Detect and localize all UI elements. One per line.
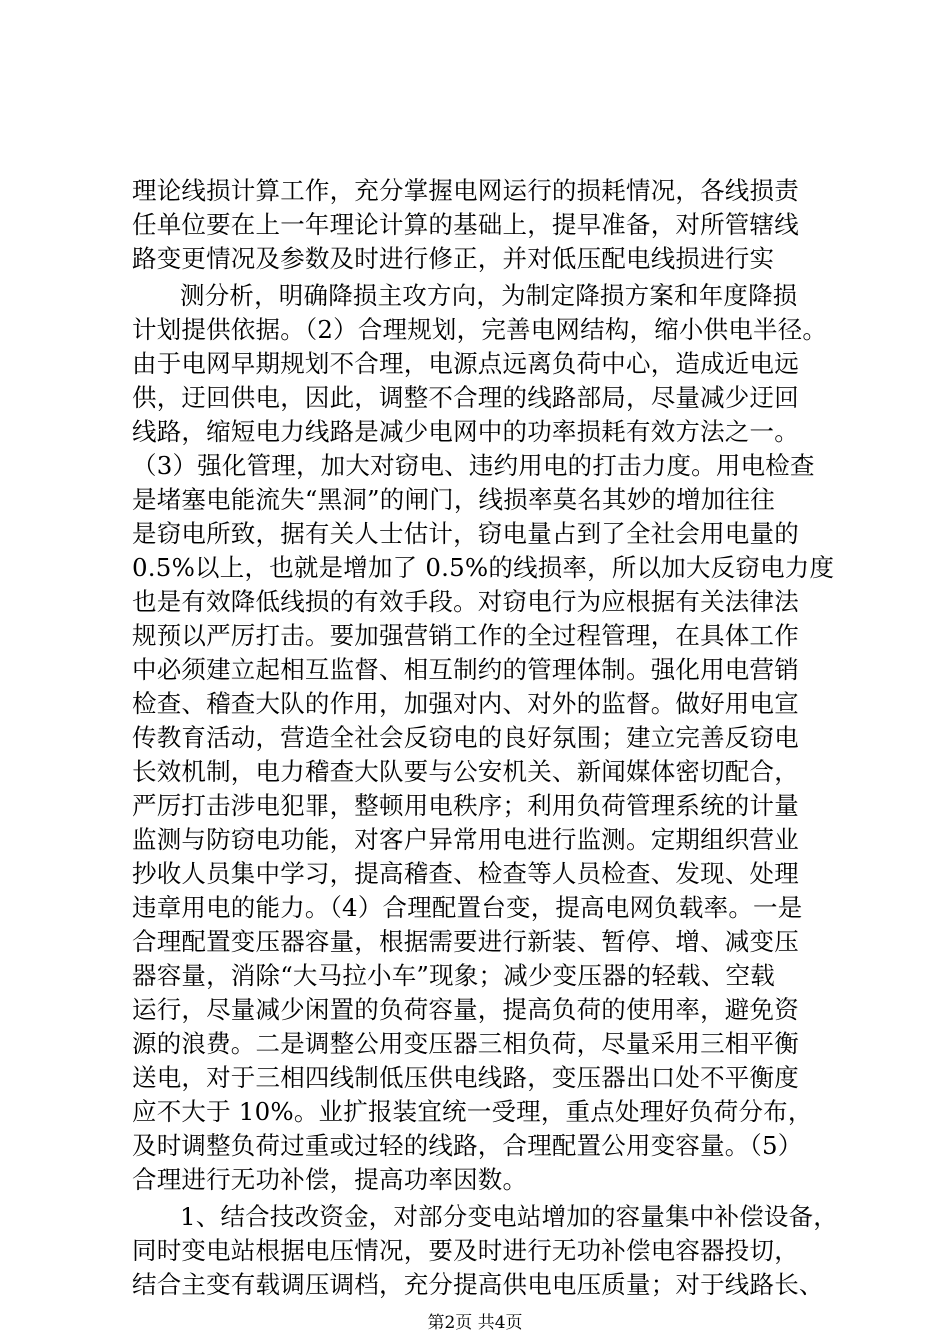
text-line: 合理进行无功补偿，提高功率因数。 xyxy=(132,1165,528,1194)
text-line: 1、结合技改资金，对部分变电站增加的容量集中补偿设备， xyxy=(180,1202,838,1231)
text-line: 检查、稽查大队的作用，加强对内、对外的监督。做好用电宣 xyxy=(132,689,799,718)
text-line: 结合主变有载调压调档，充分提高供电电压质量；对于线路长、 xyxy=(132,1270,824,1299)
text-line: 送电，对于三相四线制低压供电线路，变压器出口处不平衡度 xyxy=(132,1063,799,1092)
text-line: （3）强化管理，加大对窃电、违约用电的打击力度。用电检查 xyxy=(132,451,815,480)
text-line: 及时调整负荷过重或过轻的线路，合理配置公用变容量。（5） xyxy=(132,1131,803,1160)
text-line: 中必须建立起相互监督、相互制约的管理体制。强化用电营销 xyxy=(132,655,799,684)
text-line: 合理配置变压器容量，根据需要进行新装、暂停、增、减变压 xyxy=(132,927,799,956)
text-line: 供，迂回供电，因此，调整不合理的线路部局，尽量减少迂回 xyxy=(132,383,799,412)
text-line: 监测与防窃电功能，对客户异常用电进行监测。定期组织营业 xyxy=(132,825,799,854)
text-line: 任单位要在上一年理论计算的基础上，提早准备，对所管辖线 xyxy=(132,210,799,239)
text-line: 规预以严厉打击。要加强营销工作的全过程管理，在具体工作 xyxy=(132,621,799,650)
text-line: 计划提供依据。（2）合理规划，完善电网结构，缩小供电半径。 xyxy=(132,315,828,344)
text-line: 传教育活动，营造全社会反窃电的良好氛围；建立完善反窃电 xyxy=(132,723,799,752)
text-line: 由于电网早期规划不合理，电源点远离负荷中心，造成近电远 xyxy=(132,349,799,378)
text-line: 也是有效降低线损的有效手段。对窃电行为应根据有关法律法 xyxy=(132,587,799,616)
text-line: 严厉打击涉电犯罪，整顿用电秩序；利用负荷管理系统的计量 xyxy=(132,791,799,820)
text-line: 理论线损计算工作，充分掌握电网运行的损耗情况，各线损责 xyxy=(132,176,799,205)
text-line: 路变更情况及参数及时进行修正，并对低压配电线损进行实 xyxy=(132,244,775,273)
text-line: 抄收人员集中学习，提高稽查、检查等人员检查、发现、处理 xyxy=(132,859,799,888)
text-line: 器容量，消除“大马拉小车”现象；减少变压器的轻载、空载 xyxy=(132,961,775,990)
text-line: 是堵塞电能流失“黑洞”的闸门，线损率莫名其妙的增加往往 xyxy=(132,485,775,514)
text-line: 测分析，明确降损主攻方向，为制定降损方案和年度降损 xyxy=(180,281,798,310)
text-line: 线路，缩短电力线路是减少电网中的功率损耗有效方法之一。 xyxy=(132,417,799,446)
text-line: 0.5%以上，也就是增加了 0.5%的线损率，所以加大反窃电力度 xyxy=(132,553,835,582)
text-line: 运行，尽量减少闲置的负荷容量，提高负荷的使用率，避免资 xyxy=(132,995,799,1024)
text-line: 长效机制，电力稽查大队要与公安机关、新闻媒体密切配合， xyxy=(132,757,799,786)
page-footer: 第2页 共4页 xyxy=(427,1313,523,1333)
text-line: 同时变电站根据电压情况，要及时进行无功补偿电容器投切， xyxy=(132,1236,799,1265)
text-line: 违章用电的能力。（4）合理配置台变，提高电网负载率。一是 xyxy=(132,893,803,922)
text-line: 是窃电所致，据有关人士估计，窃电量占到了全社会用电量的 xyxy=(132,519,799,548)
text-line: 应不大于 10%。业扩报装宜统一受理，重点处理好负荷分布， xyxy=(132,1097,813,1126)
text-line: 源的浪费。二是调整公用变压器三相负荷，尽量采用三相平衡 xyxy=(132,1029,799,1058)
